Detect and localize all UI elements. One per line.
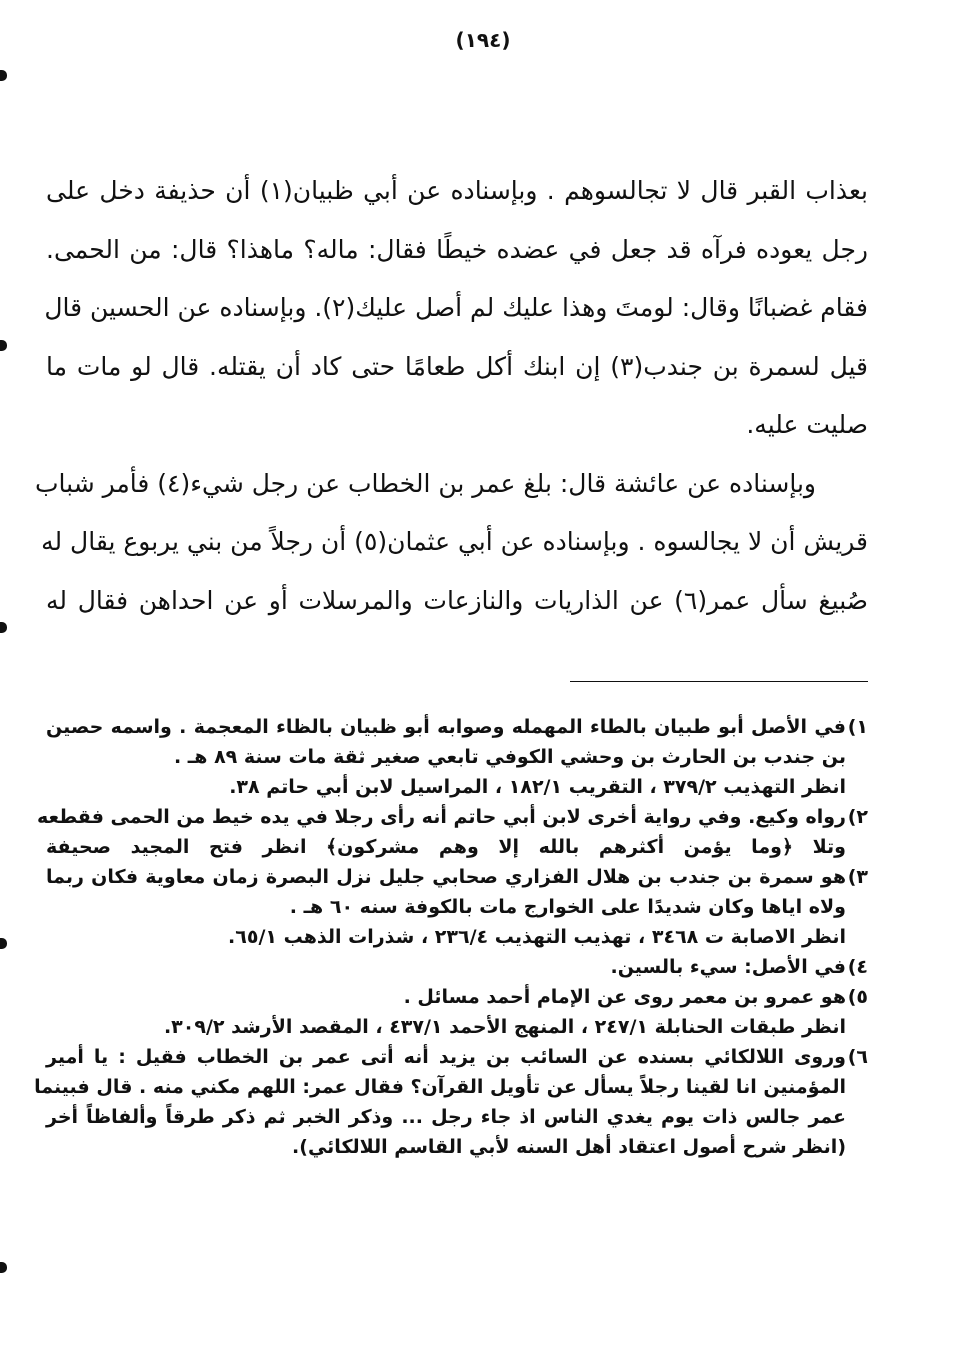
footnote-text: انظر طبقات الحنابلة ٢٤٧/١ ، المنهج الأحمد ٤٣٧/١ ، المقصد الأرشد ٣٠٩/٢.: [163, 1016, 846, 1038]
footnote-text: رواه وكيع. وفي رواية أخرى لابن أبي حاتم أنه رأى رجلا في يده خيط من الحمى فقطعه: [37, 806, 846, 828]
footnote-number: ٥): [847, 986, 868, 1008]
text-line: قيل لسمرة بن جندب(٣) إن ابنك أكل طعامًا حتى كاد أن يقتله. قال لو مات ما: [46, 351, 869, 381]
margin-mark: [0, 70, 7, 81]
footnote-text: وتلا ﴿وما يؤمن أكثرهم بالله إلا وهم مشركون﴾ انظر فتح المجيد صحيفة: [46, 836, 846, 858]
text-line: وبإسناده عن عائشة قال: بلغ عمر بن الخطاب عن رجل شيء(٤) فأمر شباب: [35, 468, 816, 498]
footnote-text: في الأصل أبو طبيان بالطاء المهمله وصوابه أبو ظبيان بالظاء المعجمة . واسمه حصين: [46, 716, 846, 738]
footnote-5: [46, 982, 868, 1042]
footnote-1: [46, 712, 868, 802]
footnotes: [34, 712, 868, 1162]
footnote-text: المؤمنين انا لقينا رجلاً يسأل عن تأويل القرآن؟ فقال عمر: اللهم مكني منه . قال فبينما: [34, 1076, 846, 1098]
text-line: صليت عليه.: [746, 410, 868, 439]
footnote-3: [46, 862, 868, 952]
footnote-divider: [570, 681, 868, 682]
page-number: (١٩٤): [455, 28, 511, 52]
margin-mark: [0, 622, 7, 633]
footnote-number: ٦): [847, 1046, 868, 1068]
footnote-number: ٤): [847, 956, 868, 978]
footnote-text: وروى اللالكائي بسنده عن السائب بن يزيد أنه أتى عمر بن الخطاب فقيل : يا أمير: [46, 1046, 846, 1068]
footnote-text: انظر الاصابة ت ٣٤٦٨ ، تهذيب التهذيب ٢٣٦/٤ ، شذرات الذهب ٦٥/١.: [228, 926, 846, 948]
main-text: [35, 162, 869, 630]
footnote-6: [34, 1042, 868, 1162]
footnote-4: [46, 952, 868, 982]
footnote-number: ٣): [847, 866, 868, 888]
margin-mark: [0, 340, 7, 351]
footnote-text: (انظر شرح أصول اعتقاد أهل السنه لأبي القاسم اللالكائي).: [292, 1136, 846, 1158]
text-line: رجل يعوده فرآه قد جعل في عضده خيطًا فقال: ماله؟ ماهذا؟ قال: من الحمى.: [46, 234, 868, 264]
margin-mark: [0, 938, 7, 949]
text-line: صُبيغ سأل عمر(٦) عن الذاريات والنازعات والمرسلات أو عن احداهن فقال له: [46, 585, 868, 615]
footnote-2: [37, 802, 868, 862]
text-line: فقام غضبانًا وقال: لومتَ وهذا عليك لم أصل عليك(٢). وبإسناده عن الحسين قال: [44, 293, 868, 322]
footnote-text: عمر جالس ذات يوم يغدي الناس اذ جاء رجل ... وذكر الخبر ثم ذكر طرقاً وألفاظاً أخر: [46, 1106, 846, 1128]
footnote-text: بن جندب بن الحارث بن وحشي الكوفي تابعي صغير ثقة مات سنة ٨٩ هـ .: [173, 746, 846, 768]
footnote-text: هو سمرة بن جندب بن هلال الفزاري صحابي جليل نزل البصرة زمان معاوية فكان ربما: [46, 866, 846, 888]
footnote-text: هو عمرو بن معمر روى عن الإمام أحمد مسائل .: [403, 986, 846, 1008]
footnote-text: انظر التهذيب ٣٧٩/٢ ، التقريب ١٨٢/١ ، المراسيل لابن أبي حاتم ٣٨.: [229, 776, 846, 798]
footnote-text: في الأصل: سيء بالسين.: [610, 956, 846, 978]
text-line: قريش أن لا يجالسوه . وبإسناده عن أبي عثمان(٥) أن رجلاً من بني يربوع يقال له: [41, 527, 868, 556]
margin-mark: [0, 1262, 7, 1273]
footnote-number: ٢): [847, 806, 868, 828]
footnote-number: ١): [847, 716, 868, 738]
text-line: بعذاب القبر قال لا تجالسوهم . وبإسناده عن أبي ظبيان(١) أن حذيفة دخل على: [46, 176, 868, 205]
footnote-text: ولاه اياها وكان شديدًا على الخوارج مات بالكوفة سنه ٦٠ هـ .: [289, 896, 846, 918]
